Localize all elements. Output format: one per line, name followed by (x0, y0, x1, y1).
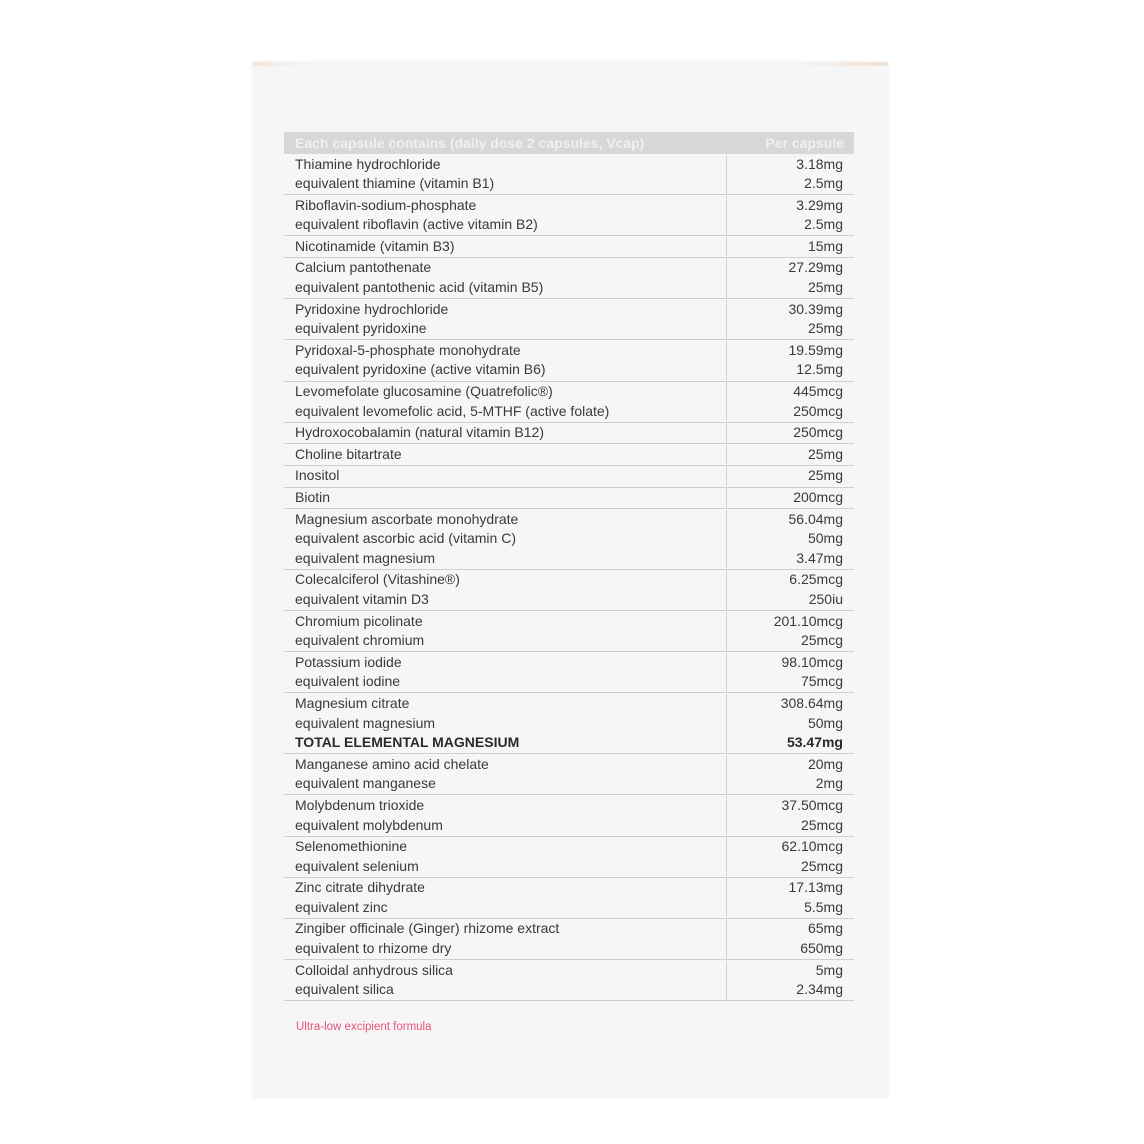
ingredient-amount: 250mcg (793, 402, 843, 419)
ingredient-name: equivalent ascorbic acid (vitamin C) (295, 530, 516, 547)
ingredient-names (284, 755, 727, 794)
ingredient-names (284, 237, 727, 257)
ingredient-names (284, 878, 727, 917)
ingredient-names (284, 196, 727, 235)
ingredient-amount: 19.59mg (788, 341, 843, 358)
ingredient-group (284, 423, 854, 445)
ingredient-name: Manganese amino acid chelate (295, 755, 489, 772)
ingredient-name: Chromium picolinate (295, 612, 423, 629)
ingredient-name: Calcium pantothenate (295, 259, 432, 276)
ingredient-values (727, 155, 854, 194)
ingredient-names (284, 919, 727, 958)
ingredient-amount: 37.50mcg (781, 796, 843, 813)
ingredient-amount: 2.34mg (796, 981, 843, 998)
ingredient-values (727, 755, 854, 794)
ingredient-amount: 3.29mg (796, 196, 843, 213)
ingredient-values (727, 878, 854, 917)
ingredient-name: equivalent zinc (295, 898, 388, 915)
ingredient-group (284, 570, 854, 611)
ingredient-amount: 75mcg (800, 673, 843, 690)
ingredient-values (727, 612, 854, 651)
ingredient-names (284, 694, 727, 753)
ingredient-amount: 2.5mg (804, 175, 843, 192)
footnote: Ultra-low excipient formula (296, 1021, 432, 1033)
box-top-edge (253, 62, 888, 66)
ingredient-amount: 5.5mg (804, 898, 843, 915)
ingredient-group (284, 154, 854, 195)
ingredient-values (727, 837, 854, 876)
ingredient-group (284, 299, 854, 340)
ingredient-names (284, 570, 727, 609)
ingredient-group (284, 878, 854, 919)
ingredient-name: Biotin (295, 489, 331, 505)
ingredient-name: Nicotinamide (vitamin B3) (295, 237, 455, 254)
ingredient-name: equivalent pantothenic acid (vitamin B5) (295, 279, 544, 296)
nutrition-table (284, 132, 854, 1001)
ingredient-name: Magnesium ascorbate monohydrate (295, 510, 519, 527)
ingredient-group (284, 837, 854, 878)
ingredient-name: equivalent levomefolic acid, 5-MTHF (active folate) (295, 402, 610, 419)
ingredient-amount: 15mg (807, 237, 843, 254)
ingredient-names (284, 466, 727, 486)
header-ingredients: Each capsule contains (daily dose 2 capsules, Vcap) (295, 135, 645, 151)
ingredient-amount: 53.47mg (786, 734, 843, 751)
ingredient-names (284, 341, 727, 380)
ingredient-amount: 250mcg (793, 424, 843, 441)
ingredient-name: Levomefolate glucosamine (Quatrefolic®) (295, 383, 553, 400)
ingredient-name: equivalent manganese (295, 775, 436, 792)
ingredient-names (284, 510, 727, 569)
ingredient-names (284, 382, 727, 421)
ingredient-name: Choline bitartrate (295, 445, 402, 462)
ingredient-amount: 2.5mg (804, 216, 843, 233)
ingredient-amount: 445mcg (793, 383, 843, 400)
ingredient-name: Thiamine hydrochloride (295, 155, 441, 172)
ingredient-name: Pyridoxal-5-phosphate monohydrate (295, 341, 521, 358)
ingredient-values (727, 653, 854, 692)
ingredient-amount: 30.39mg (788, 300, 843, 317)
ingredient-values (727, 445, 854, 465)
ingredient-amount: 17.13mg (788, 879, 843, 896)
ingredient-name: Zinc citrate dihydrate (295, 879, 425, 896)
table-body (284, 154, 854, 1001)
ingredient-amount: 98.10mcg (781, 653, 843, 670)
ingredient-amount: 25mcg (800, 857, 843, 874)
ingredient-amount: 200mcg (793, 489, 843, 505)
ingredient-values (727, 258, 854, 297)
ingredient-name: Molybdenum trioxide (295, 796, 425, 813)
ingredient-values (727, 382, 854, 421)
ingredient-values (727, 300, 854, 339)
ingredient-amount: 62.10mcg (781, 838, 843, 855)
ingredient-group (284, 488, 854, 510)
ingredient-amount: 201.10mcg (773, 612, 843, 629)
ingredient-amount: 25mcg (800, 816, 843, 833)
ingredient-names (284, 423, 727, 443)
ingredient-names (284, 612, 727, 651)
ingredient-values (727, 237, 854, 257)
ingredient-names (284, 837, 727, 876)
ingredient-name: equivalent iodine (295, 673, 401, 690)
ingredient-name: equivalent pyridoxine (active vitamin B6) (295, 361, 546, 378)
ingredient-names (284, 653, 727, 692)
ingredient-amount: 3.18mg (796, 155, 843, 172)
ingredient-amount: 3.47mg (796, 549, 843, 566)
ingredient-values (727, 961, 854, 1000)
ingredient-name: equivalent riboflavin (active vitamin B2) (295, 216, 538, 233)
ingredient-name: Hydroxocobalamin (natural vitamin B12) (295, 424, 544, 441)
ingredient-name: Magnesium citrate (295, 694, 410, 711)
ingredient-group (284, 258, 854, 299)
ingredient-amount: 65mg (807, 920, 843, 937)
ingredient-amount: 308.64mg (780, 694, 843, 711)
ingredient-amount: 12.5mg (796, 361, 843, 378)
ingredient-group (284, 693, 854, 754)
ingredient-group (284, 919, 854, 960)
ingredient-name: equivalent chromium (295, 632, 425, 649)
ingredient-names (284, 300, 727, 339)
ingredient-values (727, 488, 854, 508)
ingredient-name: Inositol (295, 467, 340, 484)
ingredient-values (727, 510, 854, 569)
ingredient-names (284, 258, 727, 297)
ingredient-group (284, 340, 854, 381)
ingredient-values (727, 341, 854, 380)
ingredient-amount: 25mg (807, 445, 843, 462)
ingredient-amount: 2mg (815, 775, 843, 792)
ingredient-group (284, 382, 854, 423)
ingredient-group (284, 509, 854, 570)
ingredient-amount: 650mg (800, 940, 843, 957)
ingredient-names (284, 488, 727, 508)
ingredient-values (727, 570, 854, 609)
ingredient-amount: 27.29mg (788, 259, 843, 276)
ingredient-values (727, 694, 854, 753)
ingredient-names (284, 961, 727, 1000)
ingredient-name: equivalent magnesium (295, 714, 436, 731)
ingredient-name: Zingiber officinale (Ginger) rhizome extract (295, 920, 560, 937)
ingredient-name: equivalent to rhizome dry (295, 940, 452, 957)
ingredient-name: Pyridoxine hydrochloride (295, 300, 449, 317)
ingredient-amount: 250iu (808, 590, 843, 607)
ingredient-name: Selenomethionine (295, 838, 408, 855)
ingredient-name: Colecalciferol (Vitashine®) (295, 571, 460, 588)
ingredient-group (284, 611, 854, 652)
ingredient-name: equivalent silica (295, 981, 394, 998)
ingredient-group (284, 195, 854, 236)
ingredient-values (727, 423, 854, 443)
ingredient-group (284, 466, 854, 488)
ingredient-amount: 25mg (807, 320, 843, 337)
ingredient-amount: 6.25mcg (789, 571, 843, 588)
ingredient-group (284, 795, 854, 836)
ingredient-group (284, 444, 854, 466)
ingredient-group (284, 754, 854, 795)
ingredient-names (284, 796, 727, 835)
ingredient-name: equivalent pyridoxine (295, 320, 427, 337)
ingredient-values (727, 196, 854, 235)
ingredient-name: TOTAL ELEMENTAL MAGNESIUM (295, 734, 520, 751)
ingredient-name: equivalent selenium (295, 857, 419, 874)
ingredient-name: Potassium iodide (295, 653, 402, 670)
ingredient-name: equivalent thiamine (vitamin B1) (295, 175, 495, 192)
ingredient-name: Colloidal anhydrous silica (295, 961, 453, 978)
ingredient-amount: 20mg (807, 755, 843, 772)
ingredient-amount: 25mg (807, 467, 843, 484)
ingredient-names (284, 155, 727, 194)
ingredient-amount: 25mcg (800, 632, 843, 649)
ingredient-group (284, 960, 854, 1001)
ingredient-group (284, 652, 854, 693)
ingredient-names (284, 445, 727, 465)
ingredient-amount: 56.04mg (788, 510, 843, 527)
ingredient-values (727, 796, 854, 835)
table-header (284, 132, 854, 154)
ingredient-name: equivalent magnesium (295, 549, 436, 566)
ingredient-values (727, 919, 854, 958)
ingredient-name: equivalent molybdenum (295, 816, 443, 833)
ingredient-name: equivalent vitamin D3 (295, 590, 429, 607)
ingredient-amount: 50mg (807, 530, 843, 547)
ingredient-amount: 50mg (807, 714, 843, 731)
header-per-capsule: Per capsule (765, 135, 844, 151)
ingredient-amount: 25mg (807, 279, 843, 296)
ingredient-name: Riboflavin-sodium-phosphate (295, 196, 477, 213)
ingredient-amount: 5mg (815, 961, 843, 978)
ingredient-group (284, 236, 854, 258)
ingredient-values (727, 466, 854, 486)
